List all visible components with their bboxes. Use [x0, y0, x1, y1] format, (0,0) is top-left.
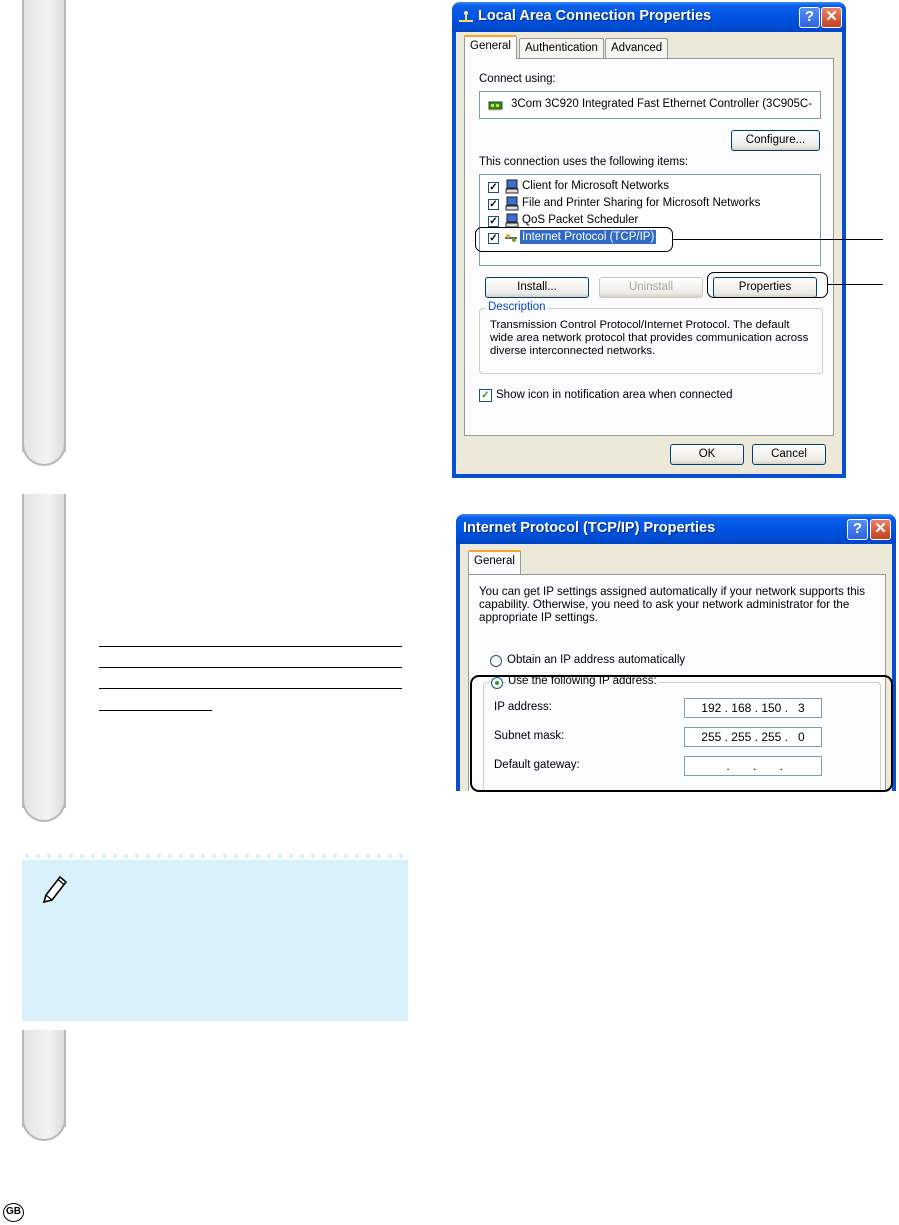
- help-glyph: ?: [852, 520, 863, 537]
- intro-text: You can get IP settings assigned automatically if your network supports this capability. Otherwise, you need to ask your network administrator for the appropriate IP settings.: [479, 585, 866, 624]
- help-glyph: ?: [804, 8, 815, 25]
- blank-line-2: [99, 667, 402, 668]
- radio-obtain-auto[interactable]: [490, 655, 502, 667]
- window-body: [456, 32, 842, 474]
- step-tab-2: [22, 494, 66, 808]
- tab-general[interactable]: [468, 550, 521, 574]
- blank-line-1: [99, 646, 402, 647]
- ip-address-field[interactable]: 192 . 168 . 150 . 3: [684, 698, 822, 718]
- ok-button[interactable]: [670, 444, 744, 465]
- subnet-mask-label: Subnet mask:: [494, 730, 565, 742]
- description-title: Description: [488, 301, 546, 313]
- close-button[interactable]: [870, 519, 891, 540]
- connect-using-label: Connect using:: [479, 73, 556, 85]
- radio-obtain-auto-label: Obtain an IP address automatically: [507, 654, 686, 666]
- close-icon: ✕: [874, 520, 887, 537]
- computer-icon: [505, 179, 519, 194]
- blank-line-3: [99, 688, 402, 689]
- item-checkbox[interactable]: ✓: [489, 216, 498, 227]
- uninstall-label: Uninstall: [628, 281, 674, 293]
- item-label: Internet Protocol (TCP/IP): [522, 231, 655, 243]
- title-bar[interactable]: [456, 514, 896, 544]
- step-tab-3: [22, 1030, 66, 1127]
- tab-authentication[interactable]: [519, 38, 604, 58]
- list-item[interactable]: [480, 196, 810, 213]
- radio-use-following-label: Use the following IP address:: [508, 675, 657, 687]
- configure-label: Configure...: [745, 134, 806, 146]
- item-checkbox[interactable]: ✓: [489, 182, 498, 193]
- show-icon-checkbox[interactable]: ✓: [479, 389, 492, 402]
- crop-mask: [440, 791, 899, 831]
- show-icon-label: Show icon in notification area when connected: [496, 389, 733, 401]
- description-text: Transmission Control Protocol/Internet Protocol. The default wide area network protocol that provides communication across diverse interconnected networks.: [490, 319, 809, 357]
- note-dotted-edge: [22, 852, 408, 860]
- item-label: Client for Microsoft Networks: [522, 180, 669, 192]
- tab-general[interactable]: [464, 35, 517, 59]
- configure-button[interactable]: [731, 130, 820, 151]
- network-card-icon: [488, 100, 504, 112]
- help-button[interactable]: [799, 7, 820, 28]
- close-button[interactable]: [821, 7, 842, 28]
- callout-tcpip-item: [475, 227, 673, 252]
- tab-advanced[interactable]: [605, 38, 668, 58]
- adapter-name: 3Com 3C920 Integrated Fast Ethernet Controller (3C905C-: [511, 98, 813, 110]
- callout-line-2: [828, 284, 883, 285]
- properties-label: Properties: [738, 281, 792, 293]
- title-bar[interactable]: [452, 2, 846, 32]
- ok-label: OK: [698, 448, 716, 460]
- tab-label: General: [470, 40, 511, 52]
- ip-address-label: IP address:: [494, 701, 552, 713]
- list-item[interactable]: [480, 179, 810, 196]
- description-group: [479, 301, 823, 374]
- window-title: Local Area Connection Properties: [478, 8, 712, 24]
- pencil-icon: [40, 871, 72, 903]
- computer-icon: [505, 196, 519, 211]
- install-button[interactable]: [485, 277, 589, 298]
- components-list[interactable]: [479, 174, 821, 266]
- cancel-button[interactable]: [752, 444, 826, 465]
- subnet-mask-field[interactable]: 255 . 255 . 255 . 0: [684, 727, 822, 747]
- uninstall-button[interactable]: [599, 277, 703, 298]
- items-label: This connection uses the following items:: [479, 156, 689, 168]
- install-label: Install...: [517, 281, 557, 293]
- step-tab-1: [22, 0, 66, 452]
- default-gateway-field[interactable]: . . .: [684, 756, 822, 776]
- callout-line-1: [673, 239, 883, 240]
- cancel-label: Cancel: [771, 448, 807, 460]
- region-badge-text: GB: [6, 1206, 21, 1217]
- note-box: [22, 853, 408, 1021]
- help-button[interactable]: [847, 519, 868, 540]
- callout-properties-button: [707, 272, 828, 298]
- tab-label: Authentication: [525, 42, 598, 54]
- item-checkbox[interactable]: ✓: [489, 199, 498, 210]
- callout-manual-ip: [470, 675, 893, 792]
- item-label: QoS Packet Scheduler: [522, 214, 639, 226]
- tab-label: General: [474, 555, 515, 567]
- window-title: Internet Protocol (TCP/IP) Properties: [463, 520, 716, 536]
- tab-label: Advanced: [611, 42, 663, 54]
- item-label: File and Printer Sharing for Microsoft Networks: [522, 197, 761, 209]
- item-checkbox[interactable]: ✓: [489, 233, 498, 244]
- default-gateway-label: Default gateway:: [494, 759, 580, 771]
- region-badge: [3, 1203, 24, 1222]
- close-icon: ✕: [825, 8, 838, 25]
- computer-icon: [505, 213, 519, 228]
- adapter-box: [479, 91, 821, 119]
- network-connection-icon: [458, 10, 474, 24]
- blank-line-4: [99, 710, 212, 711]
